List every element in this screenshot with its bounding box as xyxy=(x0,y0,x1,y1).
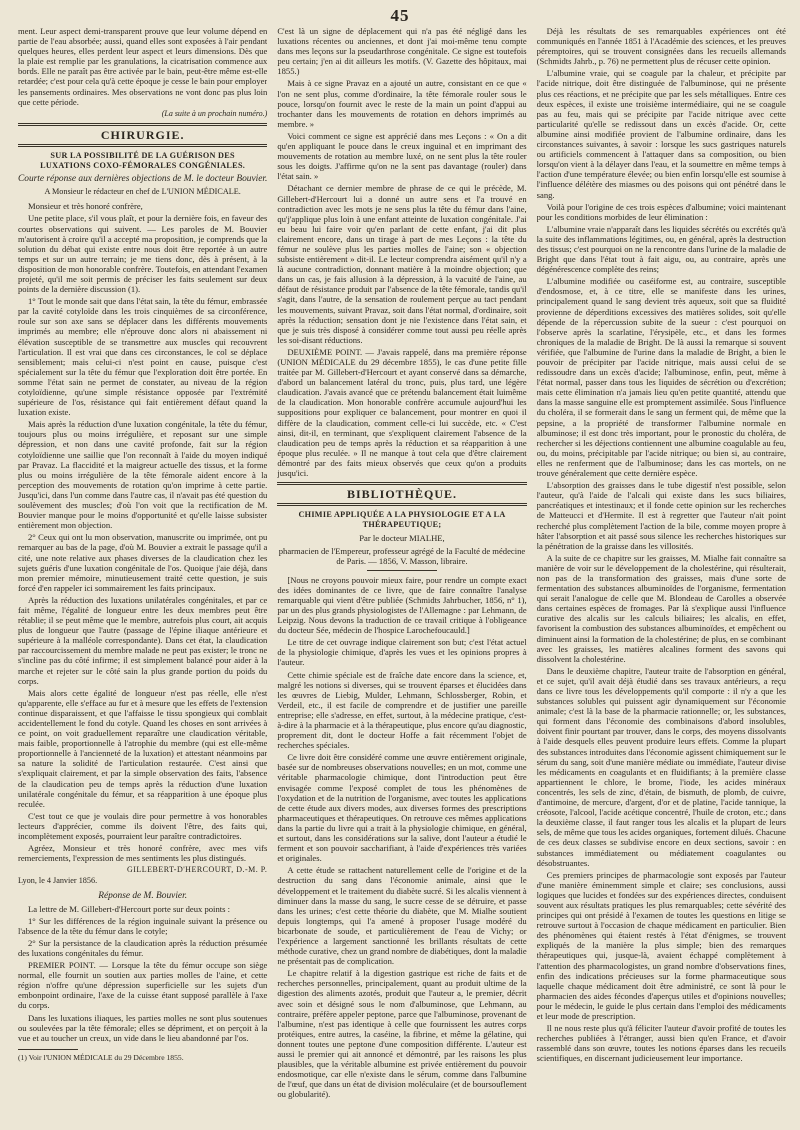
footnote: (1) Voir l'UNION MÉDICALE du 29 Décembre 1855. xyxy=(18,1052,184,1062)
section-divider xyxy=(18,144,267,147)
paragraph: Ce livre doit être considéré comme une œuvre entièrement originale, basée sur de nombreuses observations nouvelles; en un mot, comme une véritable pharmacologie chimique, dont l'introduction peut être envisagée comme l'exposé complet de tous les phénomènes de l'oxydation et de la nutrition de l'organisme, avec toutes les applications de cette étude aux divers modes, aux diverses formes des prescriptions pharmaceutiques et thérapeutiques. On retrouve ces mêmes applications dans la partie du livre qui a trait à la physiologie chimique, en général, et surtout, dans les considérations sur la salive, dont l'auteur a étudié le ferment et son pouvoir saccharifiant, à l'aide d'expériences très variées et originales. xyxy=(277,752,527,864)
paragraph: Le titre de cet ouvrage indique clairement son but; c'est l'état actuel de la physiologie chimique, d'après les vues et les opinions propres à l'auteur. xyxy=(277,637,527,668)
section-heading-chirurgie: CHIRURGIE. xyxy=(100,127,185,142)
paragraph: Monsieur et très honoré confrère, xyxy=(28,201,143,212)
section-heading-bibliotheque: BIBLIOTHÈQUE. xyxy=(346,487,457,502)
paragraph: ment. Leur aspect demi-transparent prouve que leur volume dépend en partie de l'eau absorbée; aussi, quand elles sont exposées à l'air pendant quelques heures, elles perdent leur aspect et leurs dimensions. Dès que la plaie est remplie par les granulations, la cicatrisation commence aux bords. Elle ne paraît pas être activée par le bain, peut-être même est-elle retardée; c'est pour cela qu'à cette époque je cesse le bain pour employer les pansements ordinaires. Mes observations ne vont donc pas plus loin que cette période. xyxy=(18,26,268,107)
paragraph: Agréez, Monsieur et très honoré confrère, avec mes vifs remerciements, l'expression de mes sentiments les plus distingués. xyxy=(18,843,268,864)
paragraph: 1° Sur les différences de la région inguinale suivant la présence ou l'absence de la tête du fémur dans le cotyle; xyxy=(18,915,268,936)
paragraph: [Nous ne croyons pouvoir mieux faire, pour rendre un compte exact des idées dominantes de ce livre, que de faire connaître l'analyse remarquable qui vient d'être publiée (Schmidts Jahrbucher, 1856, n° 1), par un des plus grands physiologistes de l'Allemagne : par Lehmann, de Leipzig. Nous devons la traduction de ce travail critique à l'obligeance du docteur Sée, médecin de l'hospice Larochefoucauld.] xyxy=(277,574,527,636)
paragraph: La lettre de M. Gillebert-d'Hercourt porte sur deux points : xyxy=(28,903,231,914)
columns xyxy=(18,26,786,1116)
signature: GILLEBERT-D'HERCOURT, D.-M. P. xyxy=(126,865,268,875)
continued-note: (La suite à un prochain numéro.) xyxy=(161,108,268,118)
column-2 xyxy=(277,26,526,1116)
paragraph: Mais à ce signe Pravaz en a ajouté un autre, consistant en ce que « l'on ne sent plus, comme d'ordinaire, la tête fémorale rouler sous le pouce, lorsqu'on fournit avec le reste de la main un point d'appui au trochanter dans les mouvements de rotation en dehors imprimés au membre. » xyxy=(277,78,527,129)
paragraph: 2° Sur la persistance de la claudication après la réduction présumée des luxations congénitales du fémur. xyxy=(18,937,268,958)
paragraph: L'absorption des graisses dans le tube digestif n'est possible, selon l'auteur, qu'à l'aide de l'alcali qui existe dans les sucs biliaires, pancréatiques et intestinaux; et il fonde cette opinion sur les recherches de Matteucci et d'Hermite. Il est à regretter que l'auteur n'ait point recherché plus complètement l'action de la bile, comme moyen propre à hâter l'absorption et ait passé sous silence les recherches historiques sur la pénétration de la graisse dans les villosités. xyxy=(536,480,786,551)
page-number: 45 xyxy=(390,6,410,25)
paragraph: Détachant ce dernier membre de phrase de ce qui le précède, M. Gillebert-d'Hercourt lui a donné un autre sens et l'a trouvé en contradiction avec les mots je ne sens plus la tête du fémur dans l'aine, qu'j'applique plus loin à une enfant atteinte de luxation congénitale. J'ai eu beau lui faire voir qu'en parlant de cette enfant, j'ai dit plus clairement encore, dans un tirage à part de mes Leçons : la tête du fémur ne soulève plus les parties molles de l'aine; son « objection subsiste entièrement » dit-il. Le lecteur comprendra aisément qu'il n'y a là aucune contradiction, donnant matière à la moindre objection; que dans un cas, je fais allusion à la dépression, à la vacuité de l'aine, au défaut de résistance produit par l'absence de la tête fémorale, tandis qu'il s'agit, dans l'autre, de la sensation de roulement perçue au tact pendant les mouvements, suivant Pravaz, soit dans l'état normal, d'ordinaire, soit après la réduction; sensation dont je nie l'existence dans l'état sain, et que je suis très disposé à considérer comme tout aussi peu réelle après les soi-disant réductions. xyxy=(277,183,527,345)
book-title: CHIMIE APPLIQUÉE A LA PHYSIOLOGIE ET A LA THÉRAPEUTIQUE; xyxy=(298,510,506,530)
paragraph: L'albumine modifiée ou caséiforme est, au contraire, susceptible d'endosmose, et, à ce titre, elle se manifeste dans les urines, principalement quand le sang devient très aqueux, soit que sa fluidité provienne de déperditions excessives des matières solides, soit qu'elle dépende de la répercussion subite de la sueur : c'est pourquoi on l'observe après la scarlatine, l'érysipèle, etc., et dans les formes chroniques de la maladie de Bright. De là aussi la remarque si souvent vérifiée, que l'albumine de l'urine dans la maladie de Bright, a bien le pouvoir de précipiter par l'acide nitrique, mais aussi celui de se redissoudre dans un excès d'acide; l'albuminose, enfin, peut, même à l'état normal, passer dans tous les liquides de sécrétion ou d'excrétion; mais cette élimination n'a jamais lieu qu'en petite quantité, attendu que dans la masse sanguine elle est promptement assimilée. Sous l'influence du choléra, il se formerait dans le sang un ferment qui, de même que la pepsine, a la propriété de transformer l'albumine normale en albuminose; il est donc très important, pour le pronostic du choléra, de rechercher si les déjections contiennent une albumine coagulable au feu, ou, du moins, précipitable par l'acide nitrique; ou bien si, au contraire, elles ne renferment que de l'albuminose; dans les cas mortels, on ne trouve généralement que cette dernière espèce. xyxy=(536,276,786,479)
book-review-body xyxy=(277,575,526,1100)
paragraph: C'est là un signe de déplacement qui n'a pas été négligé dans les luxations récentes ou anciennes, et dont j'ai moi-même tenu compte dans mes leçons sur la pseudarthrose congénitale. Ce signe est toutefois peu certain; j'en ai dit ailleurs les motifs. (V. Gazette des hôpitaux, mai 1855.) xyxy=(277,26,527,77)
paragraph: Ces premiers principes de pharmacologie sont exposés par l'auteur d'une manière éminemment simple et claire; ses conclusions, aussi logiques que lucides et fondées sur des expériences directes, conduisent souvent aux résultats pratiques les plus remarquables; cette sévérité des principes qui ont présidé à l'examen de toutes les questions en litige se retrouve surtout à l'occasion de chaque médicament en particulier. Bien des phénomènes qui étaient restés à l'état d'énigmes, se trouvent expliqués de la manière la plus simple; bien des remarques thérapeutiques qui, jusque-là, avaient échappé complètement à l'attention des pharmacologistes, un grand nombre d'observations fines, enfin des indications précieuses sur la forme pharmaceutique sous laquelle chaque médicament doit être administré, ce sont là pour le pharmacien des aides fécondes d'aperçus utiles et d'opinions nouvelles; pour le médecin, le guide le plus certain dans l'emploi des médicaments et leur mode de prescription. xyxy=(536,869,786,1021)
book-review-continued xyxy=(537,26,786,1063)
column-3 xyxy=(537,26,786,1116)
footnote-divider xyxy=(18,1049,78,1050)
paragraph: PREMIER POINT. — Lorsque la tête du fémur occupe son siège normal, elle fournit un soutien aux parties molles de l'aine, et cette région n'offre qu'une dépression superficielle sur les sujets d'un embonpoint ordinaire, l'axe de la cuisse étant supposé parallèle à l'axe du corps. xyxy=(18,960,268,1011)
paragraph: 1° Tout le monde sait que dans l'état sain, la tête du fémur, embrassée par la cavité cotyloïde dans les trois cinquièmes de sa circonférence, roule sur son axe sans se déplacer dans les différents mouvements imprimés au membre; elle n'éprouve donc alors ni abaissement ni élévation susceptible de se transmettre aux muscles qui recouvrent l'articulation. Il est vrai que dans ces circonstances, le col se déplace sensiblement; mais celui-ci n'est point en cause, puisque c'est spécialement sur la tête du fémur que l'exploration doit être portée. En somme l'état sain ne permet de constater, au niveau de la région cotyloïdienne, qu'une simple résistance opposée par l'extrémité supérieure de l'os, résistance qui fait entièrement défaut quand la luxation existe. xyxy=(18,296,268,418)
paragraph: Cette chimie spéciale est de fraîche date encore dans la science, et, malgré les notions si diverses, qui se trouvent éparses et élucidées dans les œuvres de Liebig, Mulder, Lehmann, Schlossberger, Robin, et Verdeil, etc., il est facile de comprendre et de justifier une pareille entreprise; elle s'adresse, en effet, surtout, à la médecine pratique, c'est-à-dire à la pharmacie et à la thérapeutique, plus encore qu'au diagnostic, proprement dit, dont le docteur Hoffe a fait récemment l'objet de recherches spéciales. xyxy=(277,669,527,751)
paragraph: A cette étude se rattachent naturellement celle de l'origine et de la destruction du sang dans l'économie animale, ainsi que le développement et le traitement du diabète sucré. Si les alcalis viennent à diminuer dans la masse du sang, le sucre cesse de se détruire, et passe dans les urines; c'est cette théorie du diabète, que M. Mialhe soutient depuis longtemps, qui l'a amené à proposer l'usage modéré du bicarbonate de soude, et particulièrement de l'eau de Vichy; or l'expérience a largement sanctionné les brillants résultats de cette méthode curative, chez un grand nombre de diabétiques, dont la maladie ne présentait pas de complication. xyxy=(277,865,527,967)
book-author-detail: pharmacien de l'Empereur, professeur agrégé de la Faculté de médecine de Paris. — 1856, V. Masson, libraire. xyxy=(278,545,526,566)
dateline: Lyon, le 4 Janvier 1856. xyxy=(18,876,98,886)
section-divider xyxy=(18,123,267,126)
reply-title: Réponse de M. Bouvier. xyxy=(98,890,188,901)
paragraph: Une petite place, s'il vous plaît, et pour la dernière fois, en faveur des courtes observations qui suivent. — Les paroles de M. Bouvier m'autorisent à croire qu'il a accepté ma proposition, je comprends que la solution du débat qui existe entre nous doit être reportée à un autre temps et sur un autre terrain; je me tiens donc, dès à présent, à la disposition de mon honorable confrère. Toutefois, en attendant l'examen projeté, qu'il me soit permis de préciser les faits seulement sur deux points de la dernière discussion (1). xyxy=(18,213,268,295)
section-divider xyxy=(277,482,526,485)
reply-continued xyxy=(277,26,526,478)
column-1 xyxy=(18,26,267,1116)
article-title: SUR LA POSSIBILITÉ DE LA GUÉRISON DES LUXATIONS COXO-FÉMORALES CONGÉNIALES. xyxy=(40,150,246,171)
article-subtitle: Courte réponse aux dernières objections de M. le docteur Bouvier. xyxy=(18,174,268,185)
paragraph: C'est tout ce que je voulais dire pour permettre à vos honorables lecteurs d'apprécier, comme ils doivent l'être, des faits qui, incomplètement exposés, pourraient leur paraître contradictoires. xyxy=(18,810,268,842)
divider xyxy=(367,570,437,571)
paragraph: Mais après la réduction d'une luxation congénitale, la tête du fémur, toujours plus ou moins irrégulière, et reposant sur une simple dépression, et non dans une cavité profonde, fait sur la région cotyloïdienne une saillie que l'on reconnaît à l'aide du moyen indiqué par Pravaz. La flaccidité et la maigreur actuelle des tissus, et la forme plus ou moins irrégulière de la tête fémorale aident encore à la perception des mouvements de rotation qu'on imprime à cette partie. Jusqu'ici, dans l'un comme dans l'autre cas, il n'avait pas été question du soulèvement des muscles; d'où l'on voit que la rectification de M. Bouvier manque pour le moins d'opportunité et qu'elle laisse subsister entièrement mon objection. xyxy=(18,419,268,531)
paragraph: Dans les luxations iliaques, les parties molles ne sont plus soutenues ou soulevées par la tête fémorale; elles se dépriment, et on perçoit à la vue et au toucher un creux, un vide dans le lieu abandonné par l'os. xyxy=(18,1012,268,1043)
book-author: Par le docteur MIALHE, xyxy=(359,533,445,544)
intro-text xyxy=(18,26,267,107)
section-divider xyxy=(277,503,526,506)
letter-address: A Monsieur le rédacteur en chef de L'UNION MÉDICALE. xyxy=(44,187,241,197)
paragraph: Dans le deuxième chapitre, l'auteur traite de l'absorption en général, et ce sujet, qu'il avait déjà étudié dans ses travaux antérieurs, a reçu dans ce livre tous les développements qu'il comporte : il n'y a que les substances solubles qui puissent agir dynamiquement sur l'économie animale; c'est là la base de la pharmacie rationnelle; or, les substances, qui forment dans l'économie des combinaisons d'abord insolubles, doivent finir pourtant par trouver, dans le corps, des moyens dissolvants à l'aide desquels elles peuvent produire leurs effets. Comme la plupart des substances introduites dans l'économie agissent chimiquement sur le sérum du sang, soit d'une manière médiate ou immédiate, l'auteur divise les médicaments en coagulants et en fluidifiants; à la première classe appartiennent le chlore, le brome, l'iode, les acides minéraux concentrés, les sels de zinc, d'étain, de bismuth, de plomb, de cuivre, d'antimoine, de mercure, d'argent, d'or et de platine, l'acide tannique, la créosote, l'alcool, l'acide acétique concentré, l'huile de croton, etc.; dans la deuxième classe, il faut ranger tous les alcalis et la plupart de leurs sels, de même que tous les acides organiques, fortement dilués. Chacune de ces deux classes se subdivise encore en deux sections, savoir : en substances immédiatement ou médiatement coagulantes ou désobstruantes. xyxy=(536,665,786,868)
paragraph: Il ne nous reste plus qu'à féliciter l'auteur d'avoir profité de toutes les recherches publiées à l'étranger, aussi bien qu'en France, et d'avoir rassemblé dans son œuvre, toutes les notions éparses dans les recueils scientifiques, en discernant judicieusement leur importance. xyxy=(536,1023,786,1064)
letter-body xyxy=(18,201,267,863)
reply-body xyxy=(18,904,267,1043)
paragraph: A la suite de ce chapitre sur les graisses, M. Mialhe fait connaître sa manière de voir sur le développement de la cholestérine, qui résulterait, non pas de la transformation des graisses, mais d'une sorte de fermentation des substances albuminoïdes de l'organisme, fermentation qui serait l'analogue de celle que M. Blondeau de Carolles a observée dans certaines espèces de fromages. Par là s'explique aussi l'influence curative des alcalis sur les calculs biliaires; les alcalis, en effet, favorisent la combustion des substances albuminoïdes, et empêchent ou diminuent ainsi la formation de la cholestérine; de plus, en se combinant avec les graisses, les matières alcalines forment des savons qui dissolvent la cholestérine. xyxy=(536,552,786,664)
paragraph: L'albumine vraie, qui se coagule par la chaleur, et précipite par l'acide nitrique, doit être distinguée de l'albuminose, qui ne présente plus ces réactions, et ne précipite que par les sels métalliques. Entre ces deux espèces, il existe une troisième intermédiaire, qui ne se coagule pas au feu, mais qui se précipite par l'acide nitrique avec cette particularité qu'elle se redissout dans un excès d'acide. Or, cette albumine ainsi modifiée provient de l'albumine ordinaire, dans les circonstances suivantes, à savoir : lorsque les sucs gastriques naturels ou artificiels commencent à l'attaquer dans sa composition, ou bien lorsqu'on vient à la délayer dans l'eau, et la soumettre en même temps à l'action d'une température élevée; ou bien enfin lorsqu'elle est soumise à l'influence délétère des miasmes ou des poisons qui ont pénétré dans le sang. xyxy=(536,68,786,200)
paragraph: L'albumine vraie n'apparaît dans les liquides sécrétés ou excrétés qu'à la suite des inflammations légitimes, ou, en général, après la destruction des tissus; c'est pourquoi on ne la rencontre dans l'urine de la maladie de Bright que dans l'état tout à fait aigu, ou, au contraire, après une dégénérescence complète des reins; xyxy=(536,223,786,275)
paragraph: Voilà pour l'origine de ces trois espèces d'albumine; voici maintenant pour les conditions morbides de leur élimination : xyxy=(536,201,786,222)
paragraph: Mais alors cette égalité de longueur n'est pas réelle, elle n'est qu'apparente, elle s'efface au fur et à mesure que les effets de l'extension continue disparaissent, et que l'affaisse le tissu spongieux qui comblait accidentellement le fond du cotyle. Quand les choses en sont arrivées à ce point, on voit graduellement reparaître une claudication véritable, mais faible, proportionnelle à l'atrophie du membre (qui est elle-même proportionnelle à l'ancienneté de la luxation) et attestant néanmoins par sa nature la solidité de l'articulation restaurée. C'est ainsi que s'expliquait clairement, et par la simple observation des faits, l'absence de la claudication peu de temps après la réduction d'une luxation unilatérale congénitale du fémur, et sa réapparition à une époque plus reculée. xyxy=(18,687,268,809)
paragraph: 2° Ceux qui ont lu mon observation, manuscrite ou imprimée, ont pu remarquer au bas de la page, d'où M. Bouvier a extrait le passage qu'il a cité, une note relative aux phases diverses de la claudication chez les sujets guéris d'une luxation congénitale de l'os. Quoique j'aie déjà, dans mon premier mémoire, minutieusement traité cette question, je suis forcé d'en rappeler ici sommairement les faits principaux. xyxy=(18,532,268,593)
paragraph: Après la réduction des luxations unilatérales congénitales, et par ce fait même, l'égalité de longueur entre les deux membres peut être rétablie; il se peut même que le membre, autrefois plus court, ait acquis plus de longueur que l'autre (passage de l'épine iliaque antérieure et supérieure à la malléole correspondante). Dans cet état, la claudication par raccourcissement du membre malade ne peut pas exister; le tronc ne s'incline pas du côté infirme; il est simplement balancé pour aider à la marche et rejeter sur le côté sain la plus grande portion du poids du corps. xyxy=(18,594,268,686)
paragraph: Déjà les résultats de ses remarquables expériences ont été communiqués en l'année 1851 à l'Académie des sciences, et les preuves péremptoires, qui se trouvent consignées dans les recueils allemands (Schmidts Jahrb., p. 76) ne permettent plus de récuser cette opinion. xyxy=(536,26,786,67)
paragraph: Le chapitre relatif à la digestion gastrique est riche de faits et de recherches personnelles, principalement, quant au produit ultime de la digestion des aliments azotés, produit que l'auteur a, le premier, décrit avec soin et désigné sous le nom d'albuminose, que Lehmann, au contraire, préfère appeler peptone, parce que l'albuminose, provenant de l'albumine, n'est pas identique à celle que fournissent les autres corps protéiques, entre autres, la caséine, la fibrine, et même la gélatine, qui donnent toutes une peptone d'une composition différente. L'auteur est aussi le premier qui ait annoncé et démontré, par les raisons les plus plausibles, que la véritable albumine est privée entièrement du pouvoir endosmotique, car elle n'existe dans le sérum, comme dans l'albumine de l'œuf, que dans un état de division moléculaire (et de boursouflement ou globularité). xyxy=(277,968,527,1100)
paragraph: Voici comment ce signe est apprécié dans mes Leçons : « On a dit qu'en appliquant le pouce dans le creux inguinal et en imprimant des mouvements de rotation au membre luxé, on ne sent plus la tête rouler sous les doigts. J'affirme qu'on ne la sent pas davantage (rouler) dans l'état sain. » xyxy=(277,130,527,182)
paragraph: DEUXIÈME POINT. — J'avais rappelé, dans ma première réponse (UNION MÉDICALE du 29 décembre 1855), le cas d'une petite fille traitée par M. Gillebert-d'Hercourt et ayant conservé dans sa démarche, d'abord un balancement latéral du tronc, puis, plus tard, une légère claudication. J'avais avancé que ce prétendu balancement était luimême de la claudication. Mon honorable confrère accumule aujourd'hui les suppositions pour expliquer ce balancement, pour montrer en quoi il diffère de la claudication, comment celle-ci lui succède, etc. « C'est ainsi, dit-il, en terminant, que s'expliquent clairement l'absence de la claudication peu de temps après la réduction et sa réapparition à une époque plus reculée. » Il ne manque à tout cela que d'être clairement démontré par des faits mieux observés que ceux qu'on a produits jusqu'ici. xyxy=(277,346,527,479)
